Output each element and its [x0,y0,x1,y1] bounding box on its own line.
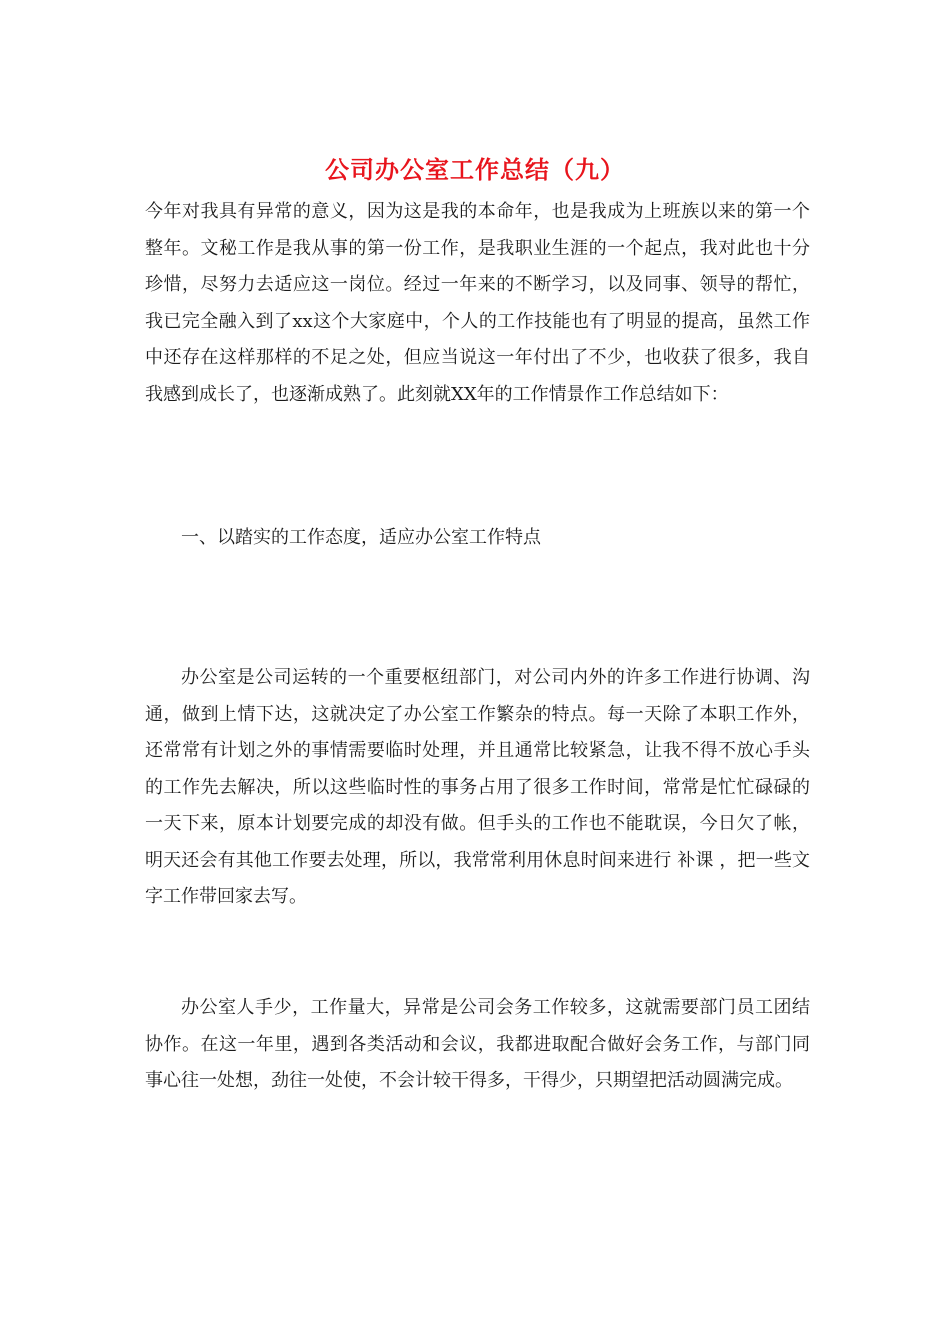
document-title: 公司办公室工作总结（九） [325,155,625,184]
body-paragraph-1: 办公室是公司运转的一个重要枢纽部门，对公司内外的许多工作进行协调、沟通，做到上情下达，这就决定了办公室工作繁杂的特点。每一天除了本职工作外，还常常有计划之外的事情需要临时处理，并且通常比较紧急，让我不得不放心手头的工作先去解决，所以这些临时性的事务占用了很多工作时间，常常是忙忙碌碌的一天下来，原本计划要完成的却没有做。但手头的工作也不能耽误，今日欠了帐，明天还会有其他工作要去处理，所以，我常常利用休息时间来进行 补课 ，把一些文字工作带回家去写。 [145,667,810,907]
body-paragraph-2: 办公室人手少，工作量大，异常是公司会务工作较多，这就需要部门员工团结协作。在这一年里，遇到各类活动和会议，我都进取配合做好会务工作，与部门同事心往一处想，劲往一处使，不会计较干得多，干得少，只期望把活动圆满完成。 [145,997,810,1091]
intro-paragraph: 今年对我具有异常的意义，因为这是我的本命年，也是我成为上班族以来的第一个整年。文秘工作是我从事的第一份工作，是我职业生涯的一个起点，我对此也十分珍惜，尽努力去适应这一岗位。经过一年来的不断学习，以及同事、领导的帮忙，我已完全融入到了xx这个大家庭中，个人的工作技能也有了明显的提高，虽然工作中还存在这样那样的不足之处，但应当说这一年付出了不少，也收获了很多，我自我感到成长了，也逐渐成熟了。此刻就XX年的工作情景作工作总结如下： [145,201,810,405]
section-heading-1: 一、以踏实的工作态度，适应办公室工作特点 [181,527,541,548]
